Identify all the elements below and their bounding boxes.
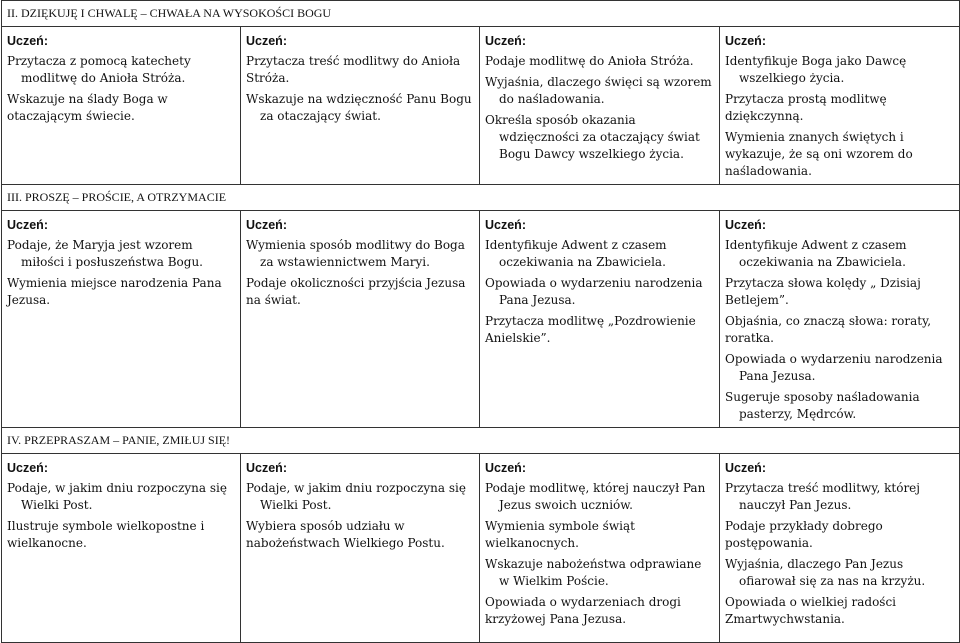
student-label: Uczeń:	[2, 27, 241, 54]
requirement-item: Określa sposób okazania wdzięczności za otaczający świat Bogu Dawcy wszelkiego życia.	[485, 113, 700, 161]
student-label: Uczeń:	[241, 454, 480, 481]
requirement-item: Opowiada o wielkiej radości Zmartwychwstania.	[725, 595, 897, 626]
requirement-item: Wymienia sposób modlitwy do Boga za wstawiennictwem Maryi.	[246, 238, 465, 269]
requirement-item: Podaje modlitwę, której nauczył Pan Jezus swoich uczniów.	[485, 481, 706, 512]
requirement-item: Przytacza prostą modlitwę dziękczynną.	[725, 92, 887, 123]
requirement-item: Przytacza słowa kolędy „ Dzisiaj Betlejem”.	[725, 276, 921, 307]
requirement-item: Wskazuje na wdzięczność Panu Bogu za otaczający świat.	[246, 92, 472, 123]
requirement-item: Podaje, w jakim dniu rozpoczyna się Wielki Post.	[7, 481, 227, 512]
requirements-cell	[241, 237, 480, 428]
student-label: Uczeń:	[480, 454, 720, 481]
requirement-item: Przytacza treść modlitwy do Anioła Stróża.	[246, 54, 461, 85]
requirement-item: Ilustruje symbole wielkopostne i wielkanocne.	[7, 519, 205, 550]
curriculum-table-body	[2, 1, 960, 643]
section-title-row	[2, 1, 960, 27]
requirement-item: Wymienia symbole świąt wielkanocnych.	[485, 519, 635, 550]
requirements-cell	[480, 53, 720, 185]
student-label: Uczeń:	[241, 27, 480, 54]
section-title-row	[2, 428, 960, 454]
student-label: Uczeń:	[480, 211, 720, 238]
requirement-item: Wskazuje na ślady Boga w otaczającym świecie.	[7, 92, 168, 123]
requirement-item: Podaje, w jakim dniu rozpoczyna się Wielki Post.	[246, 481, 466, 512]
requirement-item: Przytacza z pomocą katechety modlitwę do Anioła Stróża.	[7, 54, 191, 85]
requirement-item: Identyfikuje Adwent z czasem oczekiwania na Zbawiciela.	[485, 238, 667, 269]
requirements-row	[2, 480, 960, 643]
requirements-row	[2, 53, 960, 185]
requirement-item: Wskazuje nabożeństwa odprawiane w Wielkim Poście.	[485, 557, 702, 588]
requirement-item: Podaje przykłady dobrego postępowania.	[725, 519, 883, 550]
student-header-row	[2, 211, 960, 238]
section-title: III. PROSZĘ – PROŚCIE, A OTRZYMACIE	[2, 185, 960, 211]
requirements-cell	[480, 480, 720, 643]
requirement-item: Objaśnia, co znaczą słowa: roraty, roratka.	[725, 314, 932, 345]
student-label: Uczeń:	[241, 211, 480, 238]
section-title-row	[2, 185, 960, 211]
student-header-row	[2, 454, 960, 481]
student-label: Uczeń:	[720, 454, 960, 481]
requirement-item: Wybiera sposób udziału w nabożeństwach Wielkiego Postu.	[246, 519, 445, 550]
requirement-item: Opowiada o wydarzeniu narodzenia Pana Jezusa.	[725, 352, 943, 383]
student-label: Uczeń:	[720, 211, 960, 238]
requirement-item: Opowiada o wydarzeniach drogi krzyżowej Pana Jezusa.	[485, 595, 681, 626]
requirement-item: Przytacza modlitwę „Pozdrowienie Anielskie”.	[485, 314, 696, 345]
requirement-item: Podaje modlitwę do Anioła Stróża.	[485, 54, 694, 68]
student-header-row	[2, 27, 960, 54]
section-title: II. DZIĘKUJĘ I CHWALĘ – CHWAŁA NA WYSOKOŚCI BOGU	[2, 1, 960, 27]
requirements-cell	[2, 53, 241, 185]
requirements-cell	[720, 53, 960, 185]
requirements-cell	[720, 237, 960, 428]
requirements-cell	[480, 237, 720, 428]
requirements-cell	[241, 480, 480, 643]
requirements-cell	[2, 480, 241, 643]
requirement-item: Wymienia miejsce narodzenia Pana Jezusa.	[7, 276, 222, 307]
student-label: Uczeń:	[2, 454, 241, 481]
requirement-item: Identyfikuje Adwent z czasem oczekiwania na Zbawiciela.	[725, 238, 907, 269]
requirement-item: Wymienia znanych świętych i wykazuje, że są oni wzorem do naśladowania.	[725, 130, 913, 178]
requirements-cell	[241, 53, 480, 185]
student-label: Uczeń:	[480, 27, 720, 54]
requirement-item: Sugeruje sposoby naśladowania pasterzy, Mędrców.	[725, 390, 920, 421]
requirement-item: Podaje, że Maryja jest wzorem miłości i posłuszeństwa Bogu.	[7, 238, 203, 269]
student-label: Uczeń:	[2, 211, 241, 238]
student-label: Uczeń:	[720, 27, 960, 54]
requirement-item: Identyfikuje Boga jako Dawcę wszelkiego życia.	[725, 54, 907, 85]
requirement-item: Wyjaśnia, dlaczego Pan Jezus ofiarował się za nas na krzyżu.	[725, 557, 926, 588]
section-title: IV. PRZEPRASZAM – PANIE, ZMIŁUJ SIĘ!	[2, 428, 960, 454]
requirement-item: Opowiada o wydarzeniu narodzenia Pana Jezusa.	[485, 276, 703, 307]
requirements-cell	[720, 480, 960, 643]
requirements-cell	[2, 237, 241, 428]
requirement-item: Wyjaśnia, dlaczego święci są wzorem do naśladowania.	[485, 75, 712, 106]
curriculum-table	[1, 0, 960, 643]
requirement-item: Przytacza treść modlitwy, której nauczył Pan Jezus.	[725, 481, 920, 512]
requirements-row	[2, 237, 960, 428]
requirement-item: Podaje okoliczności przyjścia Jezusa na świat.	[246, 276, 466, 307]
